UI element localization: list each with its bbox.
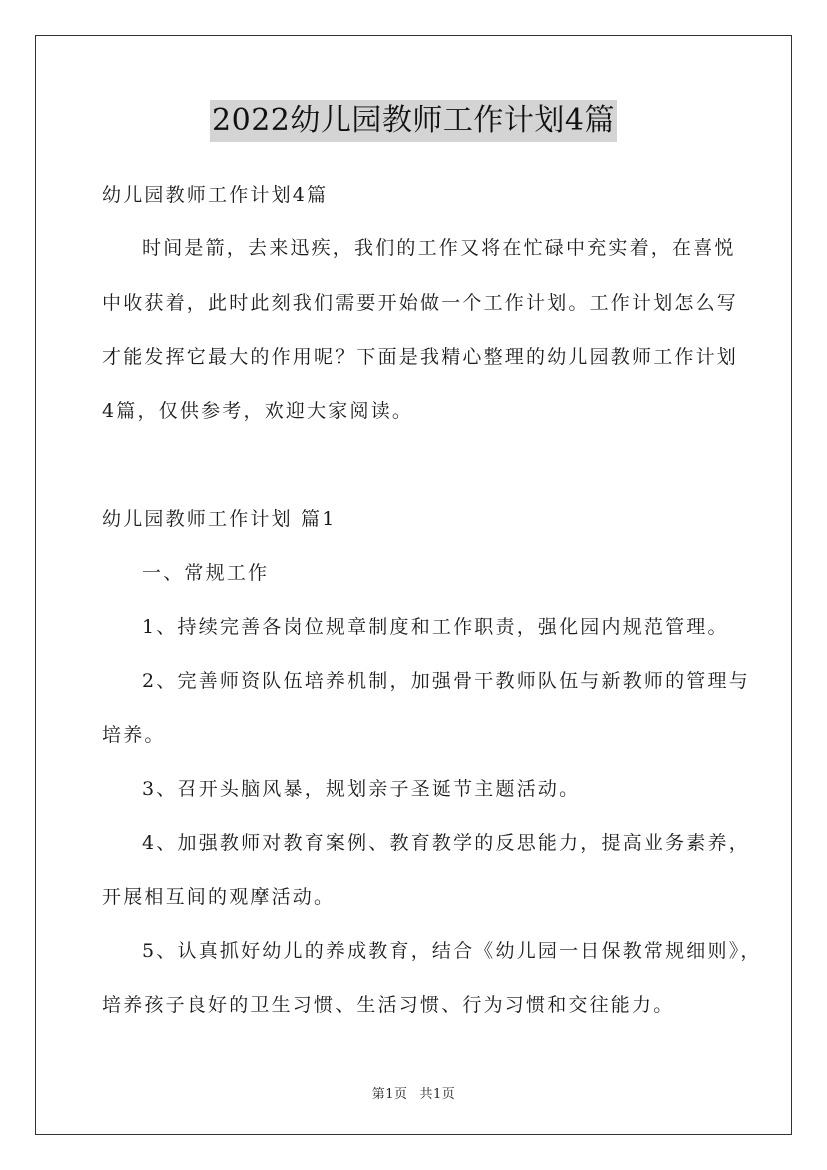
item-4-line-1: 4、加强教师对教育案例、教育教学的反思能力，提高业务素养， bbox=[142, 832, 750, 854]
item-4-line-2: 开展相互间的观摩活动。 bbox=[102, 886, 336, 908]
page-total: 共1页 bbox=[419, 1087, 456, 1102]
title-container bbox=[0, 100, 827, 142]
item-3: 3、召开头脑风暴，规划亲子圣诞节主题活动。 bbox=[142, 778, 581, 800]
page-footer bbox=[0, 1083, 827, 1102]
intro-line-1: 时间是箭，去来迅疾，我们的工作又将在忙碌中充实着，在喜悦 bbox=[142, 237, 736, 259]
page-current: 第1页 bbox=[371, 1087, 408, 1102]
item-5-line-2: 培养孩子良好的卫生习惯、生活习惯、行为习惯和交往能力。 bbox=[102, 994, 675, 1016]
intro-line-2: 中收获着，此时此刻我们需要开始做一个工作计划。工作计划怎么写 bbox=[102, 292, 739, 314]
item-1: 1、持续完善各岗位规章制度和工作职责，强化园内规范管理。 bbox=[142, 616, 729, 638]
item-2-line-1: 2、完善师资队伍培养机制，加强骨干教师队伍与新教师的管理与 bbox=[142, 670, 750, 692]
item-5-line-1: 5、认真抓好幼儿的养成教育，结合《幼儿园一日保教常规细则》， bbox=[142, 940, 762, 962]
document-title: 2022幼儿园教师工作计划4篇 bbox=[210, 100, 617, 142]
section-subheading: 一、常规工作 bbox=[142, 562, 270, 584]
intro-line-4: 4篇，仅供参考，欢迎大家阅读。 bbox=[102, 400, 414, 422]
document-subtitle: 幼儿园教师工作计划4篇 bbox=[102, 184, 329, 206]
section-heading: 幼儿园教师工作计划 篇1 bbox=[102, 508, 337, 530]
item-2-line-2: 培养。 bbox=[102, 724, 166, 746]
intro-line-3: 才能发挥它最大的作用呢？下面是我精心整理的幼儿园教师工作计划 bbox=[102, 346, 739, 368]
